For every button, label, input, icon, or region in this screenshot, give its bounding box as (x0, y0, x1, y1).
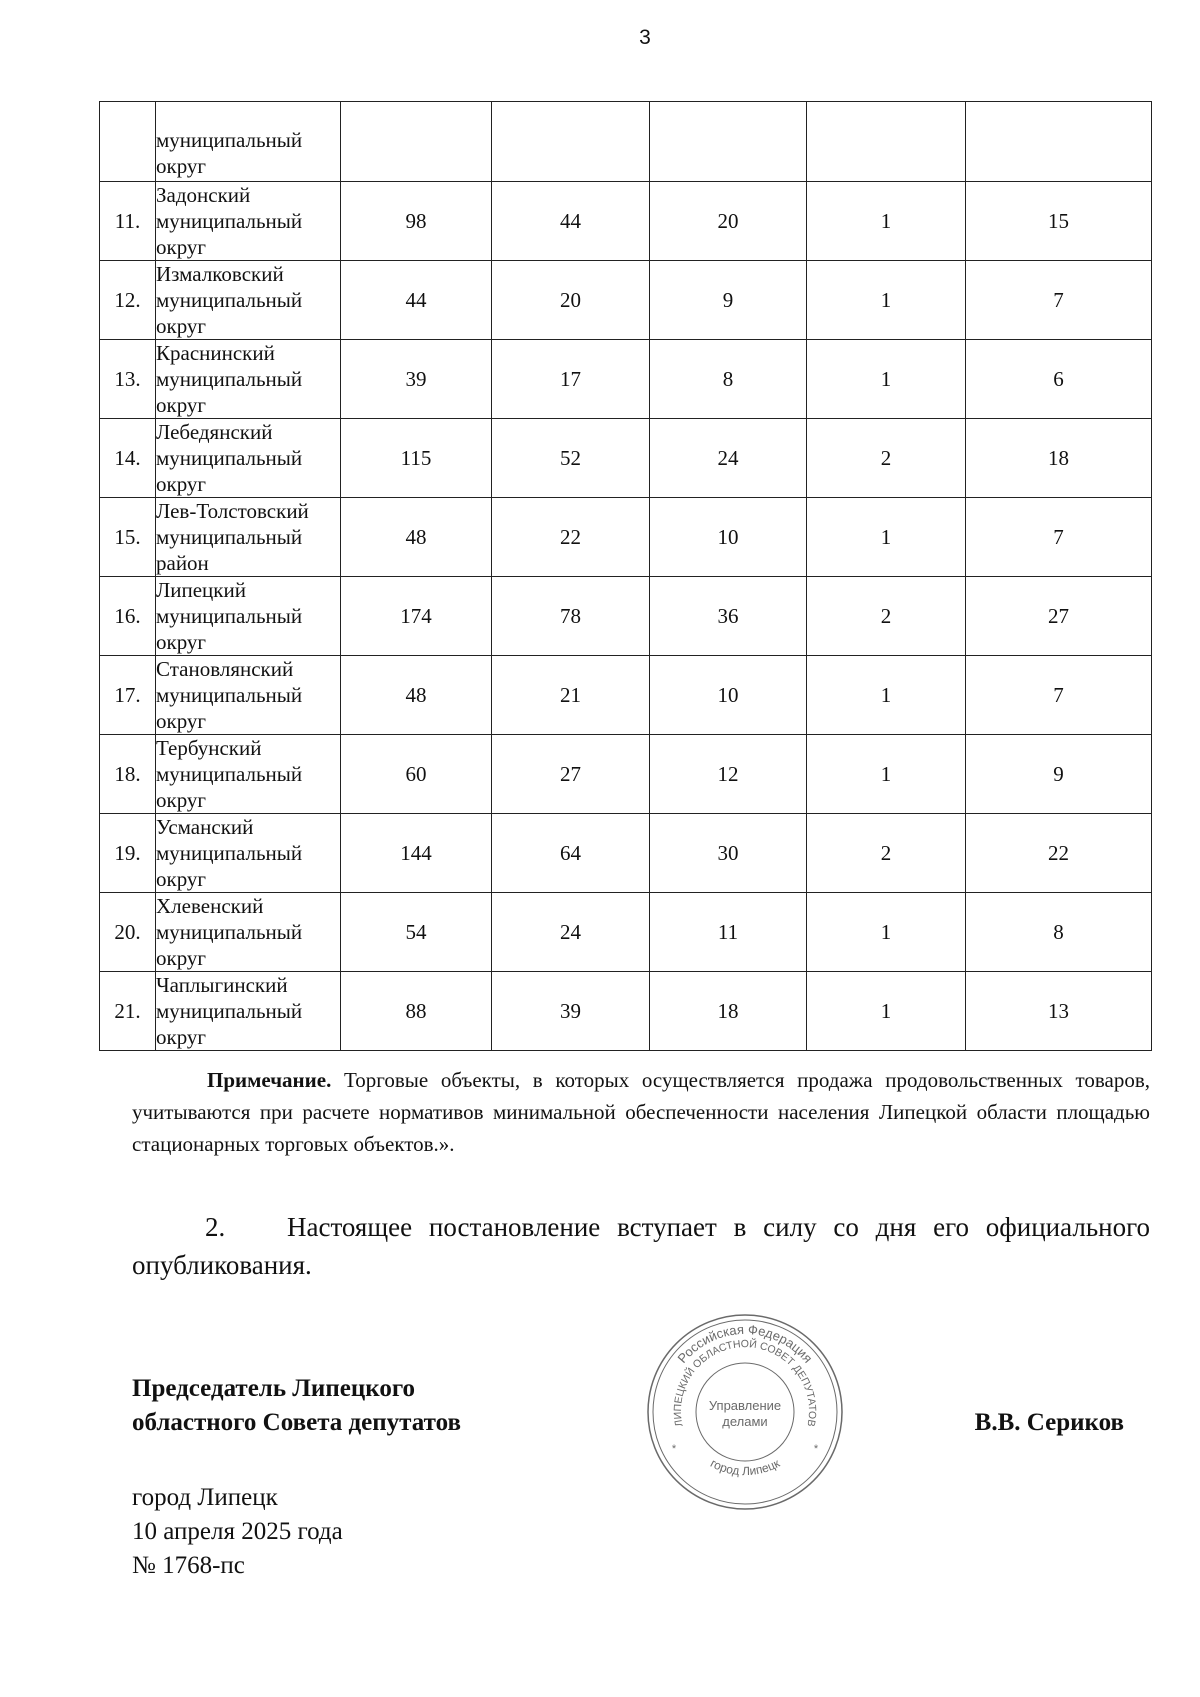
municipality-name-cell (156, 261, 341, 340)
municipality-name-cell (156, 340, 341, 419)
seal-star-icon: * (671, 1443, 677, 1455)
value-cell: 7 (966, 498, 1152, 577)
value-cell (650, 102, 807, 182)
name-line: Краснинский (156, 341, 275, 365)
signatory-title (132, 1372, 461, 1440)
row-number-cell (100, 102, 156, 182)
value-cell: 18 (650, 972, 807, 1051)
name-line: муниципальный (156, 288, 303, 312)
signatory-title-line: Председатель Липецкого (132, 1375, 416, 1402)
table-row (100, 656, 1152, 735)
value-cell: 20 (650, 182, 807, 261)
row-number-cell: 12. (100, 261, 156, 340)
name-line: округ (156, 314, 207, 338)
row-number-cell: 11. (100, 182, 156, 261)
name-line: округ (156, 393, 207, 417)
municipality-name-cell (156, 577, 341, 656)
value-cell: 8 (966, 893, 1152, 972)
value-cell: 27 (492, 735, 650, 814)
value-cell: 174 (341, 577, 492, 656)
value-cell: 39 (341, 340, 492, 419)
row-number-cell: 20. (100, 893, 156, 972)
value-cell: 24 (650, 419, 807, 498)
signatory-title-line: областного Совета депутатов (132, 1409, 461, 1436)
table-row (100, 340, 1152, 419)
table-row (100, 498, 1152, 577)
row-number-cell: 19. (100, 814, 156, 893)
name-line: муниципальный (156, 209, 303, 233)
page-number: 3 (639, 26, 651, 49)
name-line: округ (156, 154, 207, 178)
value-cell: 12 (650, 735, 807, 814)
value-cell: 36 (650, 577, 807, 656)
municipality-name-cell (156, 814, 341, 893)
value-cell: 9 (650, 261, 807, 340)
municipality-name-cell (156, 498, 341, 577)
document-footer (132, 1481, 343, 1583)
value-cell: 1 (807, 735, 966, 814)
value-cell: 7 (966, 656, 1152, 735)
table-row (100, 893, 1152, 972)
table-row-continuation (100, 102, 1152, 182)
name-line: муниципальный (156, 604, 303, 628)
value-cell: 54 (341, 893, 492, 972)
name-line: округ (156, 630, 207, 654)
name-line: Усманский (156, 815, 254, 839)
value-cell: 10 (650, 656, 807, 735)
value-cell: 60 (341, 735, 492, 814)
value-cell: 1 (807, 340, 966, 419)
name-line: Лебедянский (156, 420, 273, 444)
value-cell: 1 (807, 182, 966, 261)
seal-bottom-text: город Липецк (708, 1456, 782, 1479)
value-cell: 6 (966, 340, 1152, 419)
value-cell (492, 102, 650, 182)
seal-center-text: делами (722, 1414, 768, 1429)
name-line: Становлянский (156, 657, 294, 681)
table-row (100, 735, 1152, 814)
name-line: муниципальный (156, 841, 303, 865)
value-cell: 39 (492, 972, 650, 1051)
value-cell: 1 (807, 972, 966, 1051)
seal-outer-text: Российская Федерация (674, 1321, 816, 1366)
value-cell: 98 (341, 182, 492, 261)
row-number-cell: 14. (100, 419, 156, 498)
value-cell: 9 (966, 735, 1152, 814)
row-number-cell: 17. (100, 656, 156, 735)
table-row (100, 419, 1152, 498)
value-cell: 44 (492, 182, 650, 261)
municipality-name-cell (156, 419, 341, 498)
value-cell: 17 (492, 340, 650, 419)
table-row (100, 972, 1152, 1051)
name-line: муниципальный (156, 999, 303, 1023)
value-cell: 48 (341, 498, 492, 577)
table-row (100, 182, 1152, 261)
value-cell: 24 (492, 893, 650, 972)
value-cell: 1 (807, 498, 966, 577)
row-number-cell: 16. (100, 577, 156, 656)
value-cell: 13 (966, 972, 1152, 1051)
municipality-name-cell (156, 972, 341, 1051)
name-line: Задонский (156, 183, 251, 207)
name-line: округ (156, 946, 207, 970)
name-line: Тербунский (156, 736, 262, 760)
city: город Липецк (132, 1484, 278, 1511)
table-row (100, 577, 1152, 656)
signatory-name: В.В. Сериков (974, 1409, 1124, 1436)
value-cell: 11 (650, 893, 807, 972)
value-cell: 48 (341, 656, 492, 735)
value-cell: 1 (807, 261, 966, 340)
name-line: муниципальный (156, 762, 303, 786)
name-line: Чаплыгинский (156, 973, 288, 997)
row-number-cell: 18. (100, 735, 156, 814)
name-line: Хлевенский (156, 894, 264, 918)
value-cell: 30 (650, 814, 807, 893)
value-cell: 64 (492, 814, 650, 893)
paragraph-number: 2. (205, 1212, 226, 1242)
name-line: муниципальный (156, 920, 303, 944)
value-cell: 8 (650, 340, 807, 419)
municipality-name-cell (156, 893, 341, 972)
row-number-cell: 15. (100, 498, 156, 577)
value-cell: 7 (966, 261, 1152, 340)
value-cell: 2 (807, 419, 966, 498)
value-cell: 52 (492, 419, 650, 498)
name-line: округ (156, 867, 207, 891)
data-table (99, 101, 1152, 1051)
document-number: № 1768-пс (132, 1552, 245, 1579)
value-cell: 21 (492, 656, 650, 735)
value-cell (966, 102, 1152, 182)
municipality-name-cell (156, 735, 341, 814)
value-cell (341, 102, 492, 182)
value-cell: 1 (807, 893, 966, 972)
value-cell: 22 (492, 498, 650, 577)
name-line: Лев-Толстовский (156, 499, 309, 523)
municipality-name-cell (156, 656, 341, 735)
name-line: муниципальный (156, 525, 303, 549)
name-line: Измалковский (156, 262, 284, 286)
note-label: Примечание. (207, 1068, 332, 1092)
name-line: муниципальный (156, 367, 303, 391)
value-cell: 2 (807, 577, 966, 656)
value-cell: 115 (341, 419, 492, 498)
note-paragraph (132, 1064, 1150, 1160)
name-line: округ (156, 472, 207, 496)
paragraph-2 (132, 1208, 1150, 1284)
svg-text:город Липецк (708, 1456, 782, 1478)
municipality-name-cell (156, 182, 341, 261)
row-number-cell: 21. (100, 972, 156, 1051)
name-line: муниципальный (156, 128, 303, 152)
name-line: муниципальный (156, 683, 303, 707)
name-line: округ (156, 709, 207, 733)
note-text: Торговые объекты, в которых осуществляется продажа продовольственных товаров, учитываются при расчете нормативов минимальной обеспеченности населения Липецкой области площадью стационарных торговых объектов.». (132, 1068, 1150, 1156)
value-cell: 78 (492, 577, 650, 656)
document-date: 10 апреля 2025 года (132, 1518, 343, 1545)
row-number-cell: 13. (100, 340, 156, 419)
name-line: муниципальный (156, 446, 303, 470)
name-line: Липецкий (156, 578, 246, 602)
name-line: округ (156, 788, 207, 812)
value-cell: 27 (966, 577, 1152, 656)
value-cell: 20 (492, 261, 650, 340)
table-row (100, 814, 1152, 893)
name-line: район (156, 551, 209, 575)
official-seal (645, 1312, 845, 1512)
name-line: округ (156, 1025, 207, 1049)
seal-ring-text: ЛИПЕЦКИЙ ОБЛАСТНОЙ СОВЕТ ДЕПУТАТОВ (671, 1338, 819, 1428)
paragraph-text: Настоящее постановление вступает в силу со дня его официального опубликования. (132, 1212, 1150, 1280)
value-cell: 44 (341, 261, 492, 340)
value-cell: 10 (650, 498, 807, 577)
seal-star-icon: * (813, 1443, 819, 1455)
name-line: округ (156, 235, 207, 259)
value-cell: 15 (966, 182, 1152, 261)
table-row (100, 261, 1152, 340)
value-cell: 22 (966, 814, 1152, 893)
municipality-name-cell (156, 102, 341, 182)
value-cell: 18 (966, 419, 1152, 498)
value-cell: 88 (341, 972, 492, 1051)
value-cell: 1 (807, 656, 966, 735)
value-cell: 2 (807, 814, 966, 893)
value-cell (807, 102, 966, 182)
seal-center-text: Управление (708, 1398, 782, 1413)
value-cell: 144 (341, 814, 492, 893)
